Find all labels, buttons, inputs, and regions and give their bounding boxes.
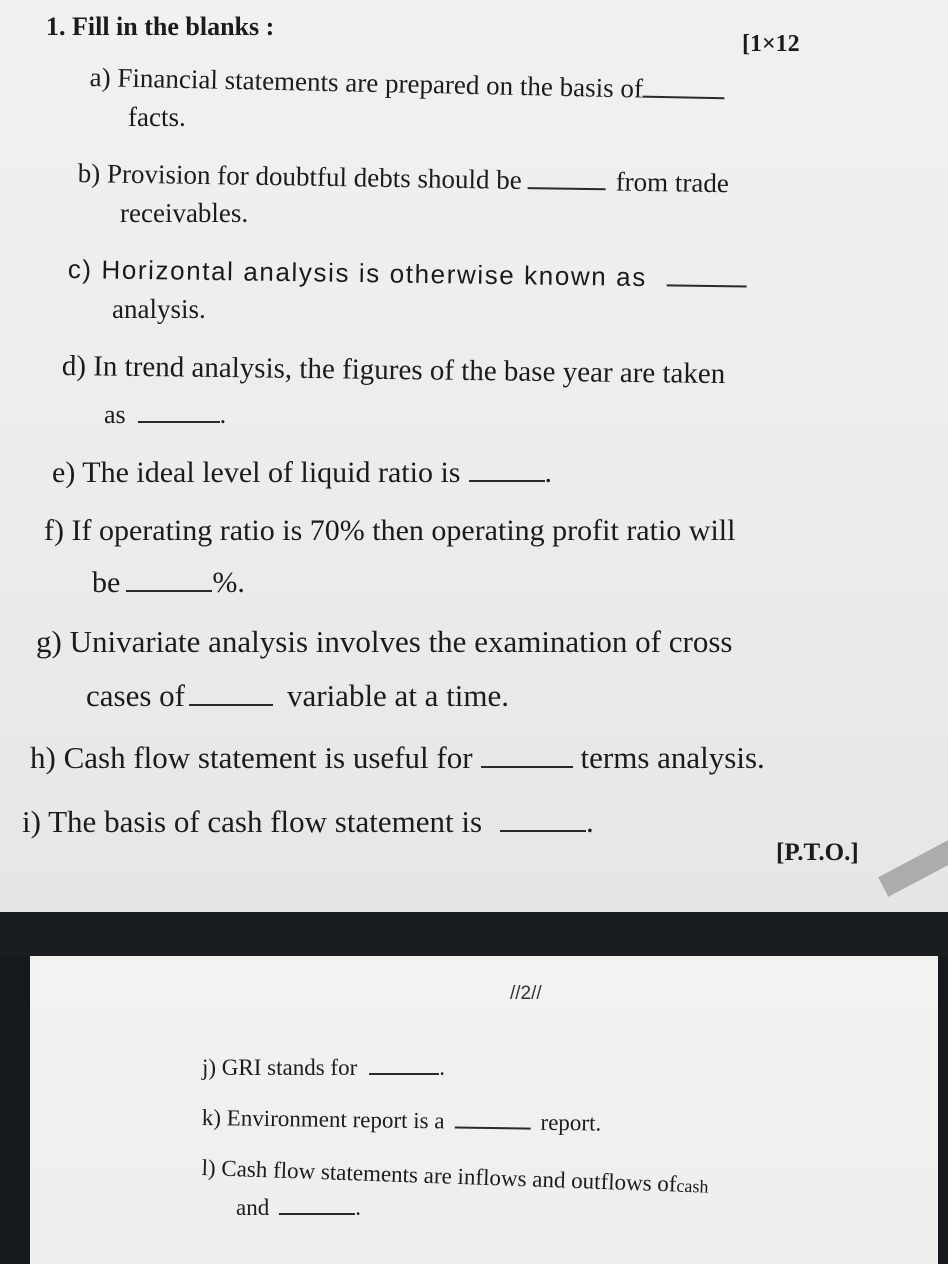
marks-label: [1×12 <box>742 31 800 57</box>
item-g-line2 <box>86 680 509 711</box>
item-l-and: and <box>236 1195 270 1220</box>
item-d-as: as <box>104 400 126 429</box>
blank-b <box>528 187 606 190</box>
item-j-line1 <box>202 1056 445 1079</box>
item-c-line1 <box>68 256 747 291</box>
blank-j <box>369 1073 439 1075</box>
item-i-text: i) The basis of cash flow statement is <box>22 804 483 839</box>
item-j-end: . <box>439 1055 445 1080</box>
page-number: //2// <box>510 983 542 1004</box>
item-d-end: . <box>219 400 227 429</box>
item-h-line1 <box>30 742 765 773</box>
question-heading: 1. Fill in the blanks : <box>46 12 275 41</box>
item-b-line1 <box>78 160 730 197</box>
blank-i <box>500 830 586 832</box>
item-d-line1: d) In trend analysis, the figures of the base year are taken <box>61 350 726 391</box>
item-e-text: e) The ideal level of liquid ratio is <box>52 456 461 489</box>
item-c-text: c) Horizontal analysis is otherwise known as <box>67 254 648 293</box>
item-l-line1 <box>201 1156 709 1197</box>
item-h-text: h) Cash flow statement is useful for <box>30 740 473 775</box>
item-i-end: . <box>586 804 594 839</box>
blank-g <box>189 704 273 706</box>
item-e-end: . <box>544 456 552 489</box>
blank-h <box>481 766 573 768</box>
item-a-text: a) Financial statements are prepared on the basis of <box>89 62 644 104</box>
blank-c <box>667 284 747 287</box>
item-b-after: from trade <box>615 166 730 199</box>
item-j-text: j) GRI stands for <box>202 1055 358 1080</box>
item-f-end: %. <box>212 566 245 599</box>
item-l-cash: cash <box>676 1175 709 1197</box>
item-g-line1: g) Univariate analysis involves the examination of cross <box>36 624 733 659</box>
item-l-end: . <box>355 1195 361 1220</box>
item-l-line2 <box>236 1196 361 1219</box>
item-f-be: be <box>92 566 121 599</box>
item-f-line2 <box>92 568 245 598</box>
item-i-line1 <box>22 806 594 837</box>
blank-d <box>138 421 220 423</box>
pto-label: [P.T.O.] <box>776 839 859 866</box>
item-f-line1: f) If operating ratio is 70% then operating profit ratio will <box>44 514 736 547</box>
item-k-text: k) Environment report is a <box>201 1105 445 1134</box>
shadow-stripe <box>878 835 948 897</box>
item-b-text: b) Provision for doubtful debts should be <box>77 158 522 195</box>
item-g-cases: cases of <box>86 678 185 713</box>
item-k-line1 <box>202 1106 602 1135</box>
page-gap <box>0 912 948 956</box>
blank-l <box>279 1213 355 1215</box>
item-d-line2 <box>104 402 226 428</box>
item-g-after: variable at a time. <box>286 678 510 713</box>
blank-k <box>454 1127 530 1130</box>
item-c-line2: analysis. <box>112 294 206 324</box>
question-page-2 <box>30 956 938 1264</box>
item-l-text: l) Cash flow statements are inflows and outflows of <box>201 1155 677 1197</box>
blank-f <box>126 590 212 592</box>
item-e-line1 <box>52 458 552 488</box>
blank-e <box>469 480 545 482</box>
blank-a <box>643 96 725 100</box>
item-h-after: terms analysis. <box>580 740 765 775</box>
item-a-line2: facts. <box>128 102 186 132</box>
item-b-line2: receivables. <box>120 198 249 228</box>
item-a-line1 <box>89 64 725 104</box>
item-k-after: report. <box>540 1109 602 1136</box>
